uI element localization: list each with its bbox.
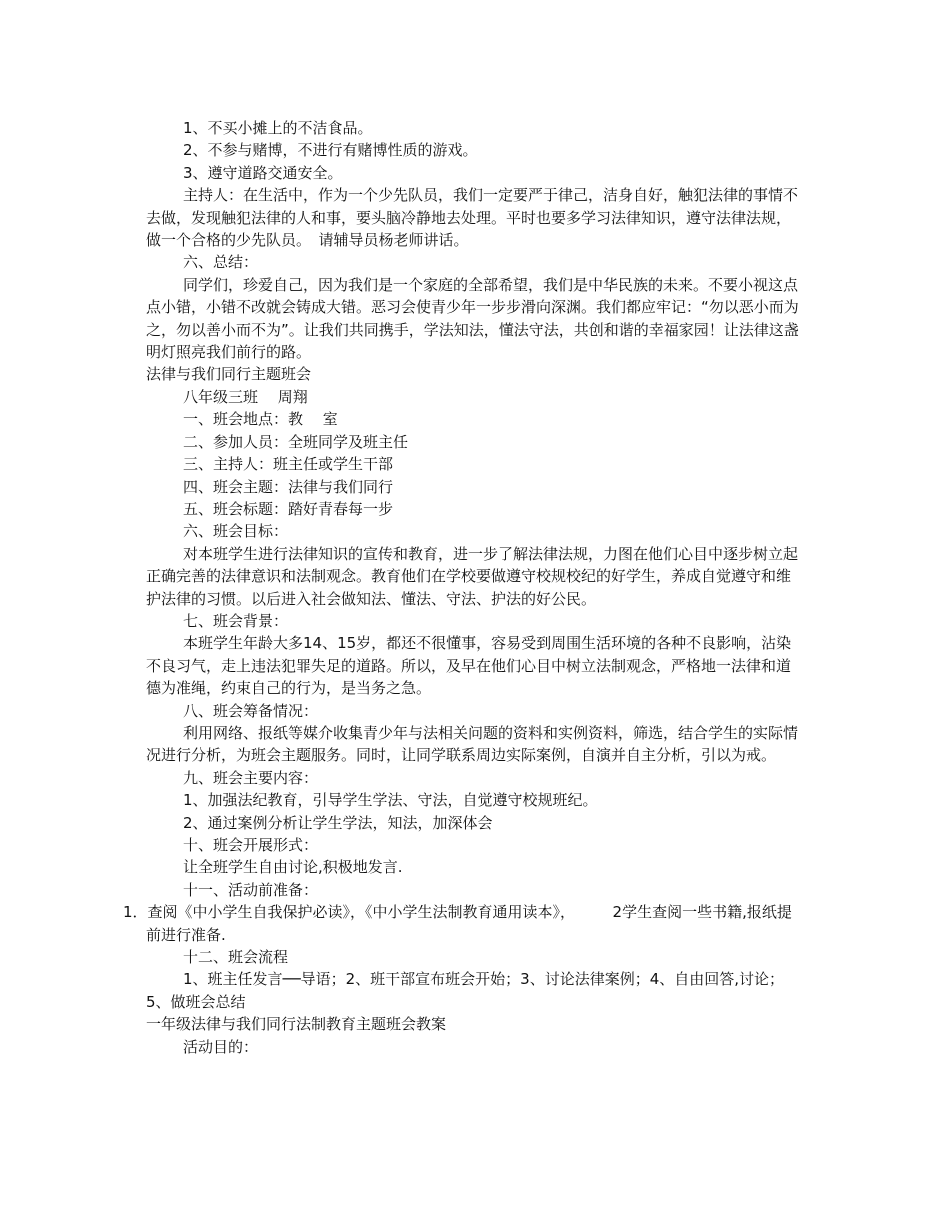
section-heading: 十二、班会流程 bbox=[183, 948, 289, 967]
summary-paragraph: 同学们，珍爱自己，因为我们是一个家庭的全部希望，我们是中华民族的未来。不要小视这点点小错，小错不改就会铸成大错。恶习会使青少年一步步滑向深渊。我们都应牢记：“勿以恶小而为之，勿以善小而不为”。让我们共同携手，学法知法，懂法守法，共创和谐的幸福家园！让法律这盏明灯照亮我们前行的路。 bbox=[146, 275, 799, 362]
section-heading: 七、班会背景： bbox=[183, 611, 289, 630]
section-heading: 六、总结： bbox=[183, 253, 259, 272]
list-item: 1．查阅《中小学生自我保护必读》，《中小学生法制教育通用读本》， 2学生查阅一些书籍,报纸提前进行准备. bbox=[123, 903, 792, 944]
section-heading: 三、主持人：班主任或学生干部 bbox=[183, 455, 394, 474]
list-item: 2、通过案例分析让学生学法，知法，加深体会 bbox=[183, 813, 493, 832]
host-remarks-paragraph: 主持人：在生活中，作为一个少先队员，我们一定要严于律己，洁身自好，触犯法律的事情不去做，发现触犯法律的人和事，要头脑冷静地去处理。平时也要多学习法律知识，遵守法律法规，做一个合格的少先队员。 请辅导员杨老师讲话。 bbox=[146, 186, 799, 250]
list-item: 2、不参与赌博，不进行有赌博性质的游戏。 bbox=[183, 141, 478, 160]
document-title: 法律与我们同行主题班会 bbox=[146, 365, 312, 384]
list-item: 1、不买小摊上的不洁食品。 bbox=[183, 119, 373, 137]
document-body bbox=[123, 117, 804, 1058]
body-paragraph: 对本班学生进行法律知识的宣传和教育，进一步了解法律法规，力图在他们心目中逐步树立起正确完善的法律意识和法制观念。教育他们在学校要做遵守校规校纪的好学生，养成自觉遵守和维护法律的习惯。以后进入社会做知法、懂法、守法、护法的好公民。 bbox=[146, 544, 799, 608]
body-paragraph: 1、班主任发言──导语；2、班干部宣布班会开始；3、讨论法律案例；4、自由回答,讨论；5、做班会总结 bbox=[146, 970, 785, 1011]
section-heading: 十、班会开展形式： bbox=[183, 836, 319, 854]
section-heading: 五、班会标题：踏好青春每一步 bbox=[183, 499, 394, 518]
section-heading: 八、班会筹备情况： bbox=[183, 701, 319, 720]
list-item: 1、加强法纪教育，引导学生学法、守法，自觉遵守校规班纪。 bbox=[183, 791, 598, 810]
section-heading: 十一、活动前准备： bbox=[183, 880, 319, 899]
section-heading: 二、参加人员：全班同学及班主任 bbox=[183, 432, 409, 451]
body-paragraph: 利用网络、报纸等媒介收集青少年与法相关问题的资料和实例资料，筛选，结合学生的实际情况进行分析，为班会主题服务。同时，让同学联系周边实际案例，自演并自主分析，引以为戒。 bbox=[146, 723, 799, 765]
list-item: 3、遵守道路交通安全。 bbox=[183, 163, 343, 182]
body-paragraph: 本班学生年龄大多14、15岁，都还不很懂事，容易受到周围生活环境的各种不良影响，沾染不良习气，走上违法犯罪失足的道路。所以，及早在他们心目中树立法制观念，严格地一法律和道德为准绳，约束自己的行为，是当务之急。 bbox=[146, 634, 792, 698]
body-paragraph: 让全班学生自由讨论,积极地发言. bbox=[183, 858, 403, 877]
section-heading: 一、班会地点：教 室 bbox=[183, 410, 338, 429]
section-heading: 四、班会主题：法律与我们同行 bbox=[183, 477, 394, 496]
section-heading: 活动目的： bbox=[183, 1037, 259, 1056]
class-author-line: 八年级三班 周翔 bbox=[183, 387, 308, 406]
section-heading: 九、班会主要内容： bbox=[183, 768, 319, 787]
document-title: 一年级法律与我们同行法制教育主题班会教案 bbox=[146, 1015, 447, 1034]
section-heading: 六、班会目标： bbox=[183, 522, 289, 541]
